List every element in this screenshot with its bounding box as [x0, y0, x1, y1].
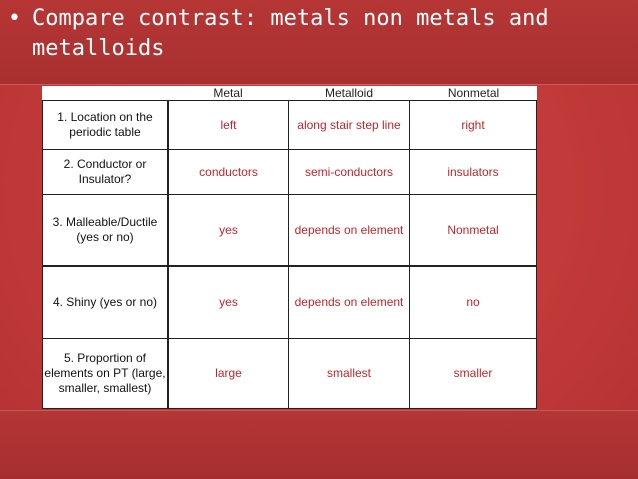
row-3-nonmetal: Nonmetal	[447, 222, 499, 237]
row-3-question: 3. Malleable/Ductile (yes or no)	[52, 215, 158, 244]
bullet-icon: •	[8, 6, 21, 31]
row-4-question: 4. Shiny (yes or no)	[52, 295, 158, 309]
row-5-metal: large	[215, 366, 242, 380]
header-nonmetal: Nonmetal	[447, 86, 500, 100]
row-1-metal: left	[220, 117, 237, 132]
row-5-question: 5. Proportion of elements on PT (large, smaller, smallest)	[44, 351, 166, 395]
slide-title-text: Compare contrast: metals non metals and metalloids	[32, 6, 549, 61]
row-4-metalloid: depends on element	[294, 295, 404, 309]
header-metal: Metal	[213, 86, 243, 100]
comparison-table	[42, 86, 537, 409]
row-5-metalloid: smallest	[326, 366, 371, 380]
row-2-metalloid: semi-conductors	[304, 164, 394, 179]
row-5-nonmetal: smaller	[453, 366, 493, 380]
slide-title	[8, 4, 618, 64]
row-1-question: 1. Location on the periodic table	[57, 110, 153, 139]
row-2-question: 2. Conductor or Insulator?	[63, 157, 147, 186]
row-4-nonmetal: no	[466, 295, 480, 309]
grid-line	[42, 100, 43, 409]
footer-band	[0, 410, 638, 479]
row-4-metal: yes	[219, 295, 238, 309]
title-divider	[0, 84, 638, 85]
row-1-metalloid: along stair step line	[297, 117, 401, 132]
row-3-metalloid: depends on element	[294, 222, 404, 237]
row-3-metal: yes	[219, 222, 238, 237]
grid-line	[42, 408, 537, 409]
footer-divider	[0, 410, 638, 411]
row-2-nonmetal: insulators	[447, 164, 499, 179]
row-2-metal: conductors	[199, 164, 258, 179]
grid-line	[536, 100, 537, 409]
header-metalloid: Metalloid	[324, 86, 374, 100]
row-1-nonmetal: right	[461, 117, 485, 132]
